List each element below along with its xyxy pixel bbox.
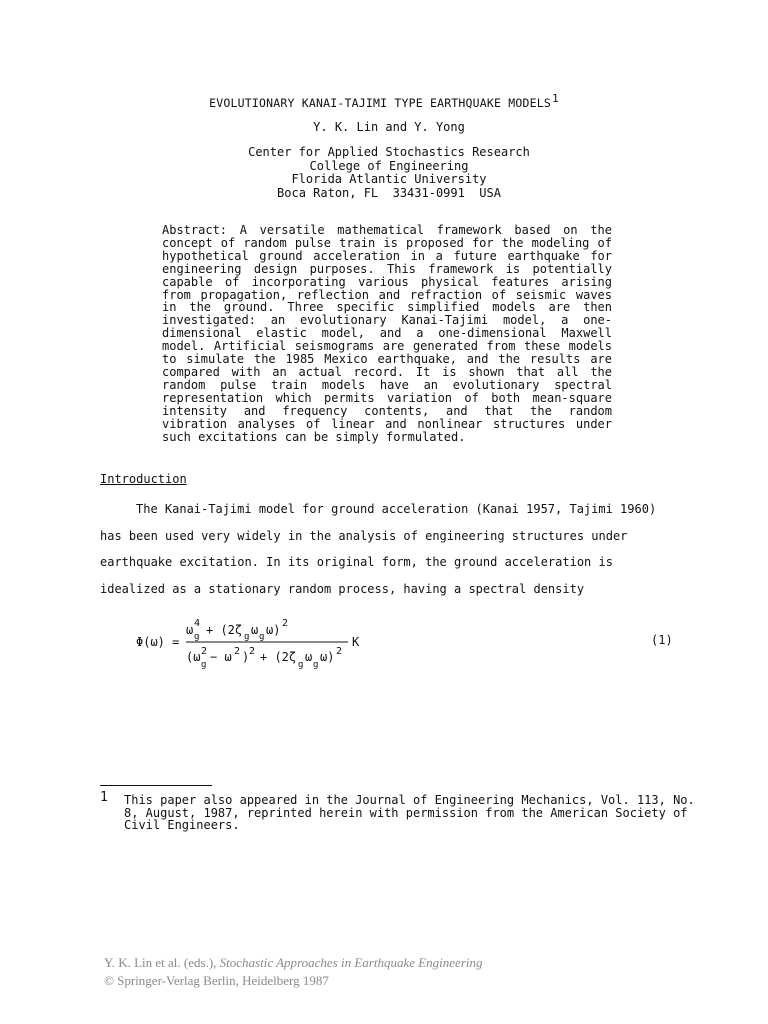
equation-numerator xyxy=(186,618,288,642)
footnote-mark: 1 xyxy=(100,790,108,805)
authors: Y. K. Lin and Y. Yong xyxy=(313,120,465,134)
affiliation-line: Florida Atlantic University xyxy=(291,172,487,186)
book-title: Stochastic Approaches in Earthquake Engineering xyxy=(219,955,483,970)
footnote-line: This paper also appeared in the Journal of Engineering Mechanics, Vol. 113, No. xyxy=(124,793,695,807)
svg-text:4: 4 xyxy=(194,618,201,629)
svg-text:(ω: (ω xyxy=(186,650,201,664)
abstract-text: Abstract: A versatile mathematical framework based on the concept of random pulse train is proposed for the modeling of hypothetical ground acceleration in a future earthquake for engineering design purposes. This framework is potentially capable of incorporating various physical features arising from propagation, reflection and refraction of seismic waves in the ground. Three specific simplified models are then investigated: an evolutionary Kanai-Tajimi model, a one-dimensional elastic model, and a one-dimensional Maxwell model. Artificial seismograms are generated from these models to simulate the 1985 Mexico earthquake, and the results are compared with an actual record. It is shown that all the random pulse train models have an evolutionary spectral representation which permits variation of both mean-square intensity and frequency contents, and that the random vibration analyses of linear and nonlinear structures under such excitations can be simply formulated. xyxy=(162,223,612,444)
svg-text:ω: ω xyxy=(251,623,259,637)
equation-number: (1) xyxy=(651,633,673,647)
svg-text:g: g xyxy=(259,632,265,642)
svg-text:2: 2 xyxy=(201,646,208,657)
body-line: earthquake excitation. In its original form, the ground acceleration is xyxy=(100,555,613,569)
affiliation-line: Boca Raton, FL 33431-0991 USA xyxy=(277,185,501,200)
footnote-text xyxy=(124,794,704,832)
svg-text:g: g xyxy=(244,632,250,642)
title-footnote-mark: 1 xyxy=(552,92,559,105)
svg-text:+ (2ζ: + (2ζ xyxy=(206,623,243,637)
svg-text:+ (2ζ: + (2ζ xyxy=(260,650,297,664)
footnote-line: 8, August, 1987, reprinted herein with permission from the American Society of xyxy=(124,805,688,820)
title-text: EVOLUTIONARY KANAI-TAJIMI TYPE EARTHQUAKE MODELS xyxy=(209,96,552,110)
svg-text:ω: ω xyxy=(305,650,313,664)
svg-text:g: g xyxy=(194,632,200,642)
section-heading-introduction: Introduction xyxy=(100,472,187,486)
body-line-text: The Kanai-Tajimi model for ground acceleration (Kanai 1957, Tajimi 1960) xyxy=(136,502,657,516)
svg-text:2: 2 xyxy=(282,618,289,629)
body-line xyxy=(100,496,660,523)
abstract xyxy=(162,224,612,443)
svg-text:ω): ω) xyxy=(320,650,335,664)
body-line: idealized as a stationary random process, having a spectral density xyxy=(100,581,585,596)
svg-text:g: g xyxy=(201,660,207,670)
affiliation-line: College of Engineering xyxy=(309,158,469,173)
footnote-line: Civil Engineers. xyxy=(124,818,240,833)
svg-text:ω: ω xyxy=(186,623,194,637)
credit-prefix: Y. K. Lin et al. (eds.), xyxy=(104,955,220,970)
affiliation-line: Center for Applied Stochastics Research xyxy=(248,145,530,159)
copyright-line: © Springer-Verlag Berlin, Heidelberg 1987 xyxy=(104,973,329,988)
svg-text:2: 2 xyxy=(234,646,241,657)
svg-text:g: g xyxy=(298,660,304,670)
paper-title xyxy=(0,92,768,110)
footnote-divider xyxy=(100,785,212,786)
body-paragraph xyxy=(100,496,660,602)
svg-text:− ω: − ω xyxy=(210,650,232,664)
equation-denominator xyxy=(186,646,342,670)
publisher-credit xyxy=(104,955,483,971)
equation-factor: K xyxy=(352,635,360,649)
affiliation xyxy=(0,146,768,200)
svg-text:2: 2 xyxy=(336,646,343,657)
svg-text:2: 2 xyxy=(249,646,256,657)
svg-text:g: g xyxy=(313,660,319,670)
body-line: has been used very widely in the analysis of engineering structures under xyxy=(100,528,628,543)
equation-lhs: Φ(ω) = xyxy=(136,635,180,649)
svg-text:): ) xyxy=(242,650,250,664)
svg-text:ω): ω) xyxy=(266,623,281,637)
equation-fraction xyxy=(180,614,350,674)
